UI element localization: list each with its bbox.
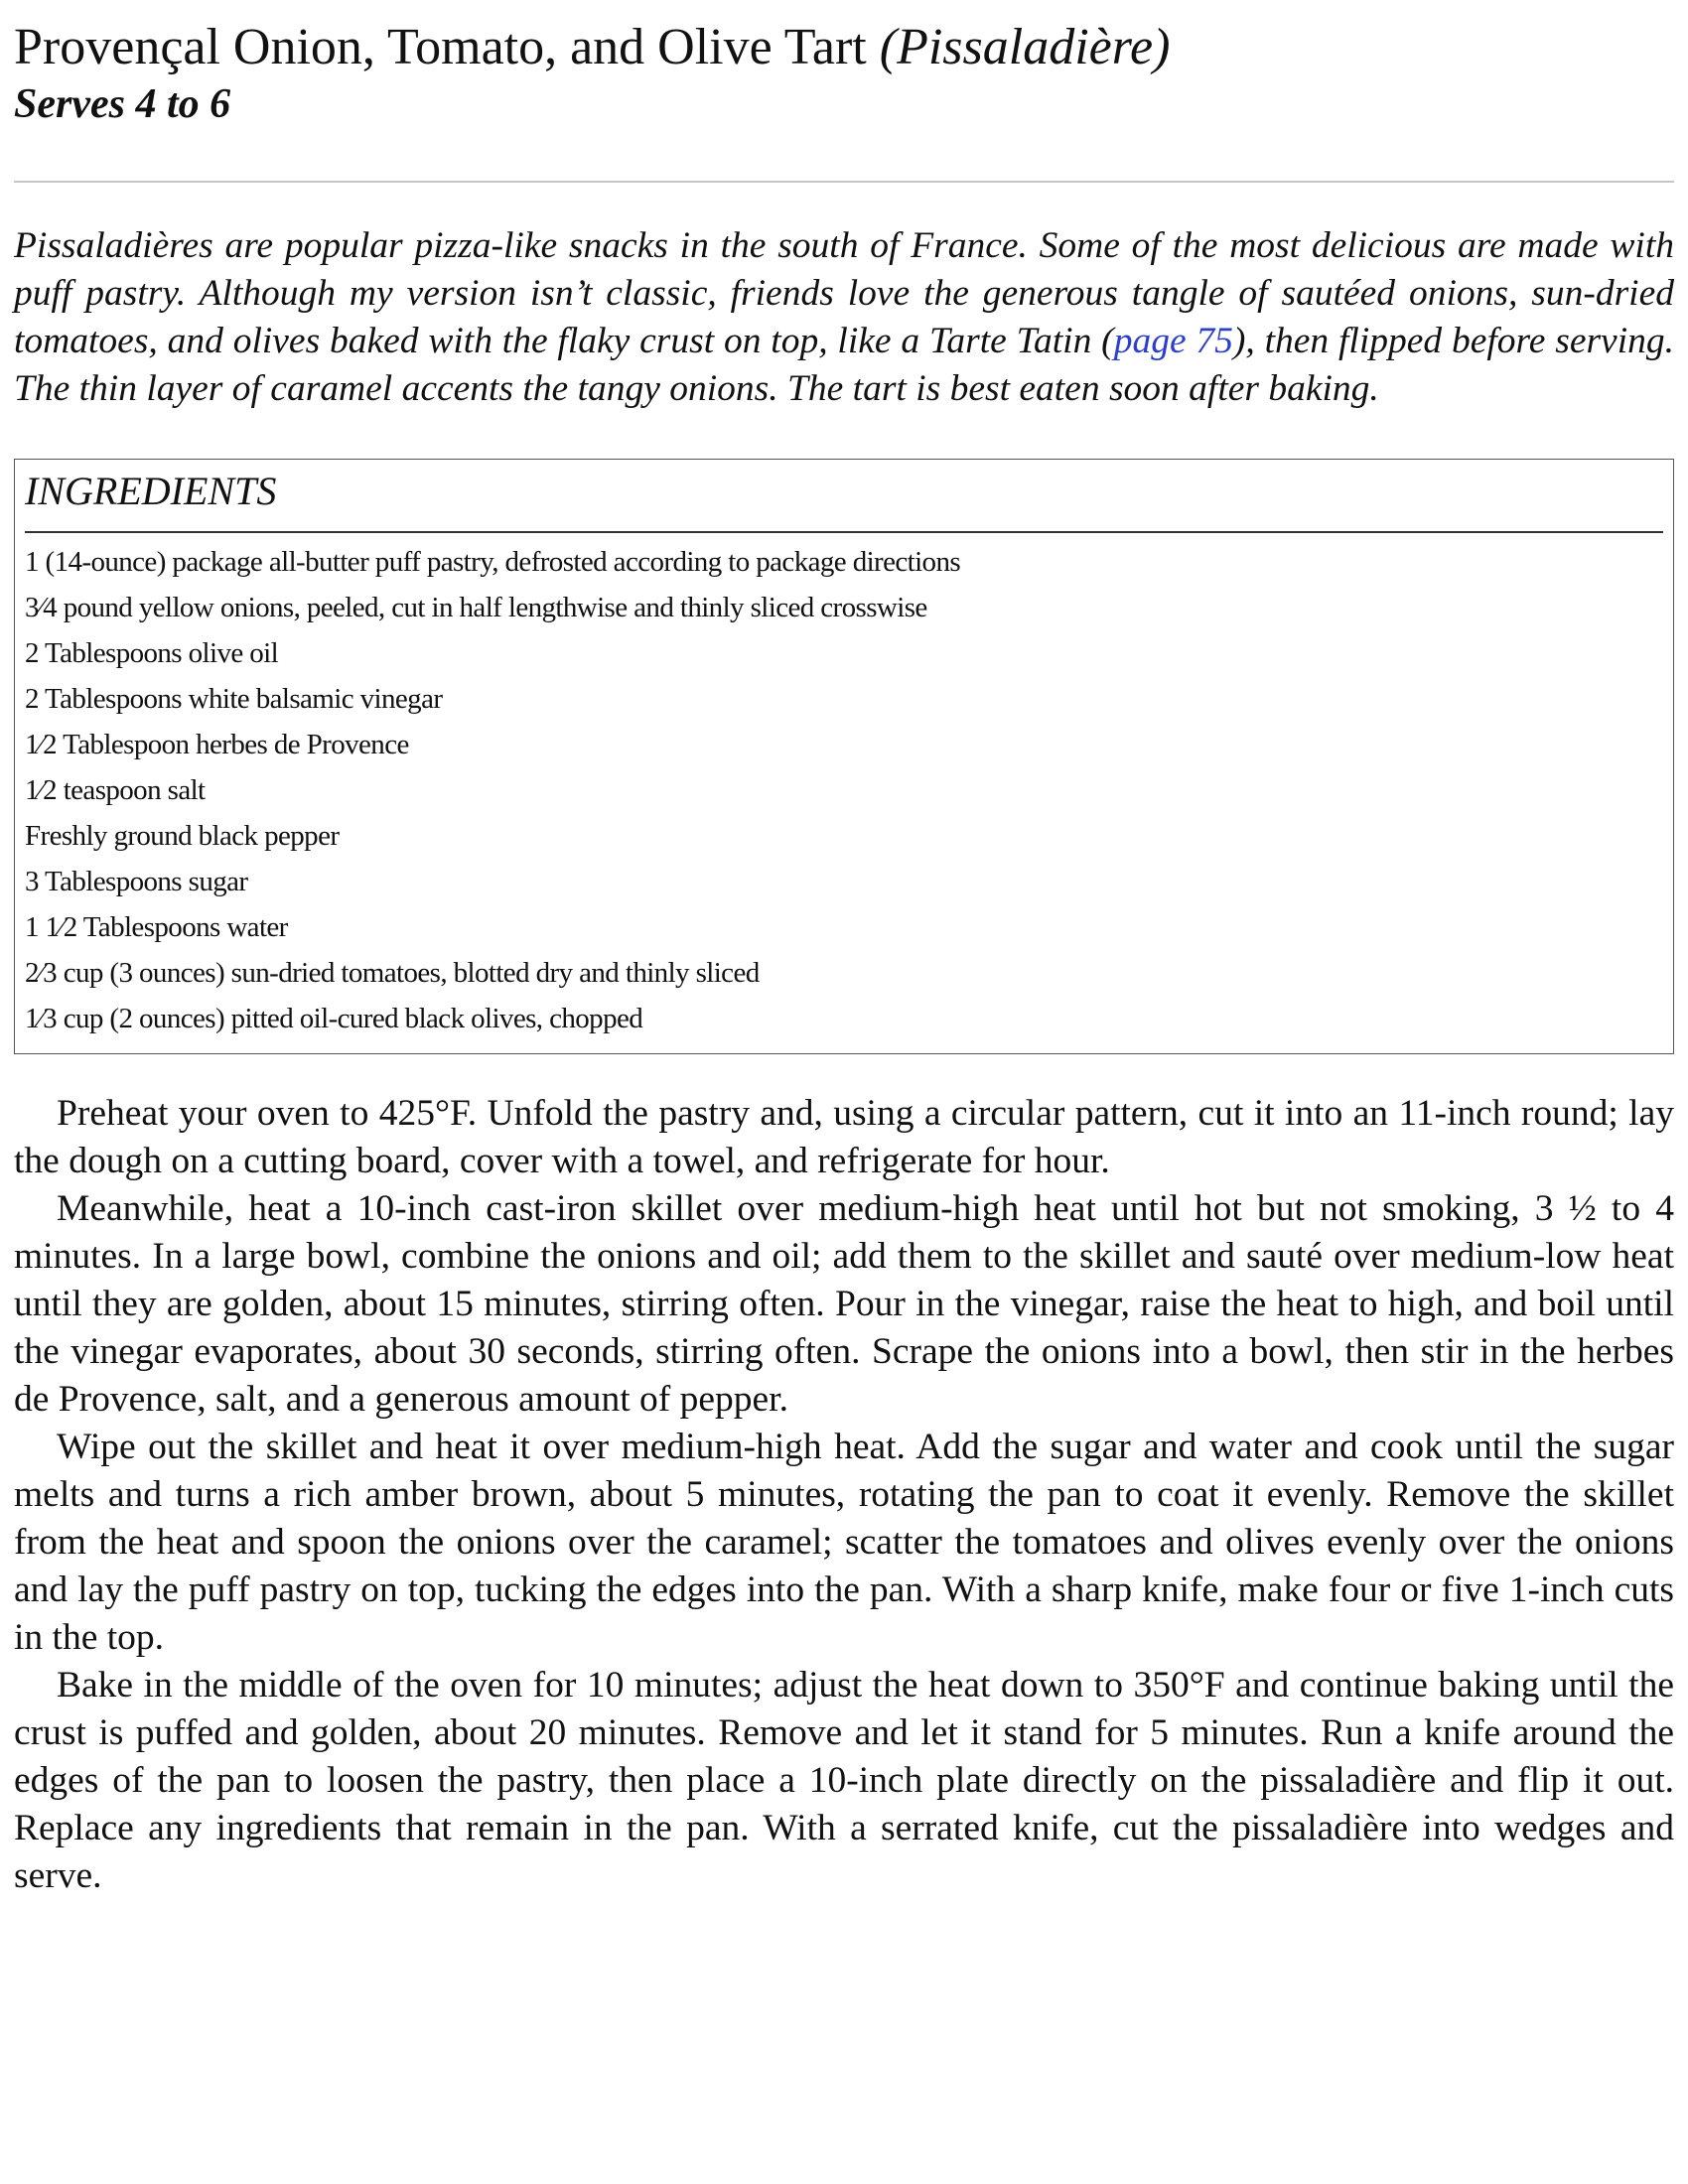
ingredient-item: Freshly ground black pepper — [25, 820, 340, 852]
ingredient-list — [25, 539, 1663, 1041]
method-section — [14, 1090, 1674, 1900]
ingredient-item: 2 Tablespoons white balsamic vinegar — [25, 683, 443, 715]
ingredients-heading: INGREDIENTS — [25, 466, 1663, 533]
recipe-title-alt: (Pissaladière) — [879, 19, 1171, 75]
intro-text-before: Pissaladières are popular pizza-like snacks in the south of France. Some of the most delicious are made with puff pastry. Although my version isn’t classic, friends love the generous tangle of sautéed onions, sun-dried tomatoes, and olives baked with the flaky crust on top, like a Tarte Tatin ( — [14, 225, 1674, 361]
recipe-page — [14, 0, 1674, 1900]
page-reference-link[interactable]: page 75 — [1113, 321, 1233, 361]
method-step-preheat: Preheat your oven to 425°F. Unfold the pastry and, using a circular pattern, cut it into an 11-inch round; lay the dough on a cutting board, cover with a towel, and refrigerate for hour. — [14, 1093, 1674, 1181]
ingredient-item: 3⁄4 pound yellow onions, peeled, cut in half lengthwise and thinly sliced crosswise — [25, 592, 927, 623]
ingredient-item: 1 (14-ounce) package all-butter puff pastry, defrosted according to package directions — [25, 546, 961, 578]
recipe-title-main: Provençal Onion, Tomato, and Olive Tart — [14, 19, 867, 75]
method-step-bake: Bake in the middle of the oven for 10 minutes; adjust the heat down to 350°F and continue baking until the crust is puffed and golden, about 20 minutes. Remove and let it stand for 5 minutes. Run a knife around the edges of the pan to loosen the pastry, then place a 10-inch plate directly on the pissaladière and flip it out. Replace any ingredients that remain in the pan. With a serrated knife, cut the pissaladière into wedges and serve. — [14, 1665, 1674, 1896]
method-step-caramel: Wipe out the skillet and heat it over medium-high heat. Add the sugar and water and cook until the sugar melts and turns a rich amber brown, about 5 minutes, rotating the pan to coat it evenly. Remove the skillet from the heat and spoon the onions over the caramel; scatter the tomatoes and olives evenly over the onions and lay the puff pastry on top, tucking the edges into the pan. With a sharp knife, make four or five 1-inch cuts in the top. — [14, 1427, 1674, 1658]
ingredient-item: 2⁄3 cup (3 ounces) sun-dried tomatoes, blotted dry and thinly sliced — [25, 957, 760, 989]
ingredient-item: 2 Tablespoons olive oil — [25, 637, 279, 669]
recipe-intro — [14, 222, 1674, 413]
ingredients-box — [14, 459, 1674, 1054]
recipe-title — [14, 16, 1674, 79]
ingredient-item: 1⁄2 Tablespoon herbes de Provence — [25, 729, 409, 760]
ingredient-item: 1 1⁄2 Tablespoons water — [25, 911, 288, 943]
ingredient-item: 1⁄3 cup (2 ounces) pitted oil-cured black olives, chopped — [25, 1003, 643, 1034]
method-step-onions: Meanwhile, heat a 10-inch cast-iron skillet over medium-high heat until hot but not smoking, 3 ½ to 4 minutes. In a large bowl, combine the onions and oil; add them to the skillet and sauté over medium-low heat until they are golden, about 15 minutes, stirring often. Pour in the vinegar, raise the heat to high, and boil until the vinegar evaporates, about 30 seconds, stirring often. Scrape the onions into a bowl, then stir in the herbes de Provence, salt, and a generous amount of pepper. — [14, 1188, 1674, 1420]
serves-line: Serves 4 to 6 — [14, 81, 231, 127]
header-divider — [14, 181, 1674, 183]
intro-text-after: ), then flipped before serving. The thin layer of caramel accents the tangy onions. The tart is best eaten soon after baking. — [14, 321, 1674, 409]
ingredient-item: 1⁄2 teaspoon salt — [25, 774, 206, 806]
ingredient-item: 3 Tablespoons sugar — [25, 866, 248, 897]
